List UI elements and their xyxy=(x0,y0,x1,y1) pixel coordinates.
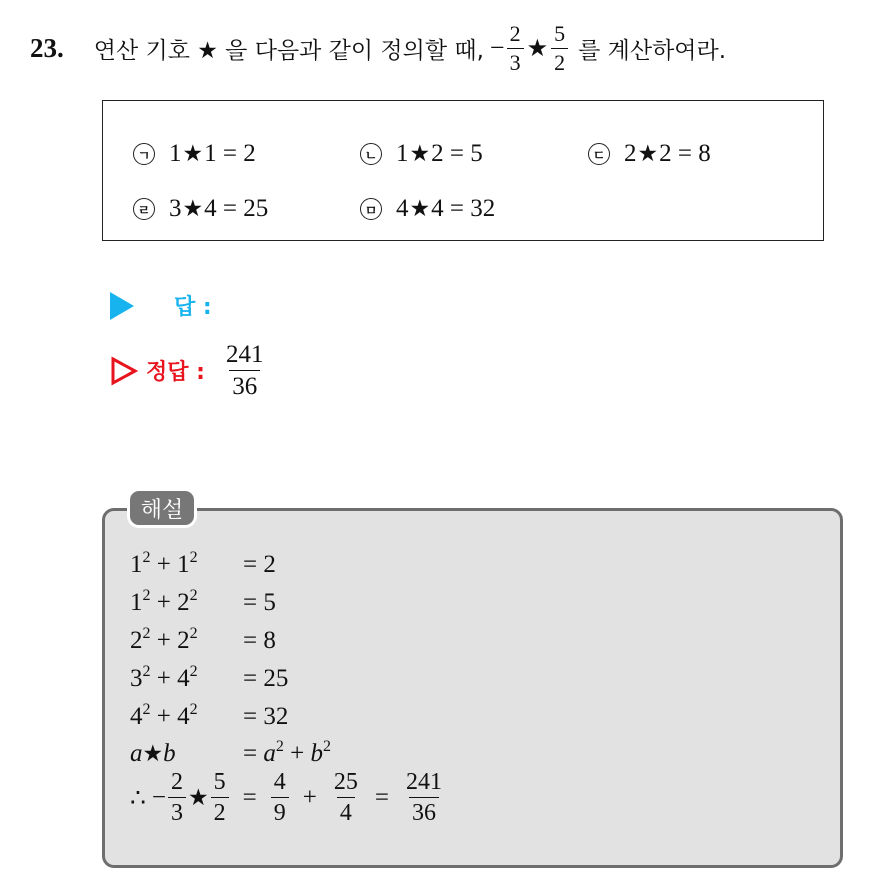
choice-marker: ㄹ xyxy=(133,198,155,220)
star-icon: ★ xyxy=(409,196,431,222)
solution-rhs-4: = 25 xyxy=(243,665,289,692)
fraction xyxy=(271,770,289,825)
plus-sign: + xyxy=(290,740,305,767)
base-b: 2 xyxy=(177,627,190,654)
equals-sign: = xyxy=(242,783,257,811)
choice-4 xyxy=(133,195,268,223)
solution-line-5 xyxy=(130,703,198,731)
outline-triangle-icon xyxy=(110,356,138,386)
solution-tag: 해설 xyxy=(127,488,197,528)
result: 4 = 32 xyxy=(431,195,496,222)
choice-1 xyxy=(133,140,256,168)
solution-rhs-3: = 8 xyxy=(243,627,276,654)
denominator: 36 xyxy=(229,370,260,399)
choice-3 xyxy=(588,140,711,168)
final-computation xyxy=(130,770,447,825)
exponent: 2 xyxy=(275,738,284,755)
denominator: 2 xyxy=(211,797,229,825)
correct-answer-row xyxy=(110,342,268,399)
base-b: 1 xyxy=(177,551,190,578)
minus-sign: − xyxy=(489,33,505,62)
star-icon: ★ xyxy=(182,196,204,222)
numerator: 5 xyxy=(213,769,226,795)
solution-rhs-1: = 2 xyxy=(243,551,276,578)
fraction-five-halves xyxy=(551,20,568,75)
fraction-two-thirds xyxy=(507,20,524,75)
correct-answer-label: 정답 : xyxy=(146,360,205,385)
star-icon: ★ xyxy=(637,141,659,167)
definition-lhs xyxy=(130,740,176,768)
solution-line-4 xyxy=(130,665,198,693)
exponent: 2 xyxy=(189,549,198,566)
numerator: 2 xyxy=(171,769,184,795)
question-number: 23. xyxy=(30,32,64,63)
numerator: 25 xyxy=(333,769,358,795)
exponent: 2 xyxy=(142,549,151,566)
question-text: 연산 기호 ★ 을 다음과 같이 정의할 때, xyxy=(93,37,484,64)
solution-line-3 xyxy=(130,627,198,655)
fraction xyxy=(331,770,361,825)
operand: 1 xyxy=(169,140,182,167)
answer-label: 답 : xyxy=(174,295,212,320)
therefore-symbol: ∴ xyxy=(130,784,146,812)
star-operator: ★ xyxy=(526,34,549,62)
exponent: 2 xyxy=(142,663,151,680)
result: 4 = 25 xyxy=(204,195,269,222)
var-b: b xyxy=(310,740,323,767)
exponent: 2 xyxy=(142,587,151,604)
choice-marker: ㄴ xyxy=(360,143,382,165)
answer-row xyxy=(110,290,212,321)
operand: 4 xyxy=(396,195,409,222)
equals-sign: = xyxy=(243,740,258,767)
denominator: 9 xyxy=(271,797,289,825)
plus-sign: + xyxy=(156,551,171,578)
numerator: 2 xyxy=(509,20,521,46)
solution-rhs-2: = 5 xyxy=(243,589,276,616)
correct-answer-value xyxy=(223,342,267,399)
question-tail: 를 계산하여라. xyxy=(578,37,727,64)
exponent: 2 xyxy=(189,701,198,718)
fraction xyxy=(168,770,186,825)
plus-sign: + xyxy=(156,665,171,692)
result: 2 = 5 xyxy=(431,140,483,167)
base-a: 3 xyxy=(130,665,143,692)
exponent: 2 xyxy=(142,701,151,718)
denominator: 3 xyxy=(507,48,524,74)
equals-sign: = xyxy=(374,783,389,811)
plus-sign: + xyxy=(302,783,317,811)
base-b: 4 xyxy=(177,703,190,730)
base-b: 2 xyxy=(177,589,190,616)
star-icon: ★ xyxy=(182,141,204,167)
numerator: 5 xyxy=(554,20,566,46)
play-triangle-icon xyxy=(110,292,134,320)
operand: 3 xyxy=(169,195,182,222)
definition-rhs xyxy=(243,740,331,768)
plus-sign: + xyxy=(156,703,171,730)
fraction xyxy=(211,770,229,825)
question-line xyxy=(30,18,726,78)
star-icon: ★ xyxy=(409,141,431,167)
fraction-result xyxy=(403,770,445,825)
solution-line-1 xyxy=(130,551,198,579)
star-icon: ★ xyxy=(188,784,209,811)
choice-2 xyxy=(360,140,483,168)
base-a: 2 xyxy=(130,627,143,654)
numerator: 241 xyxy=(405,769,442,795)
choice-5 xyxy=(360,195,495,223)
plus-sign: + xyxy=(156,589,171,616)
choice-marker: ㄱ xyxy=(133,143,155,165)
denominator: 2 xyxy=(551,48,568,74)
exponent: 2 xyxy=(322,738,331,755)
base-b: 4 xyxy=(177,665,190,692)
solution-line-2 xyxy=(130,589,198,617)
exponent: 2 xyxy=(189,663,198,680)
base-a: 4 xyxy=(130,703,143,730)
operand: 1 xyxy=(396,140,409,167)
denominator: 4 xyxy=(337,797,355,825)
plus-sign: + xyxy=(156,627,171,654)
choice-marker: ㄷ xyxy=(588,143,610,165)
denominator: 36 xyxy=(409,797,439,825)
base-a: 1 xyxy=(130,589,143,616)
choice-marker: ㅁ xyxy=(360,198,382,220)
numerator: 4 xyxy=(273,769,286,795)
exponent: 2 xyxy=(189,625,198,642)
var-a: a xyxy=(130,740,143,767)
var-a: a xyxy=(263,740,276,767)
base-a: 1 xyxy=(130,551,143,578)
numerator: 241 xyxy=(225,341,264,368)
star-icon: ★ xyxy=(142,741,164,767)
solution-rhs-5: = 32 xyxy=(243,703,289,730)
exponent: 2 xyxy=(189,587,198,604)
denominator: 3 xyxy=(168,797,186,825)
minus-sign: − xyxy=(151,783,167,811)
exponent: 2 xyxy=(142,625,151,642)
var-b: b xyxy=(163,740,176,767)
result: 2 = 8 xyxy=(659,140,711,167)
result: 1 = 2 xyxy=(204,140,256,167)
operand: 2 xyxy=(624,140,637,167)
